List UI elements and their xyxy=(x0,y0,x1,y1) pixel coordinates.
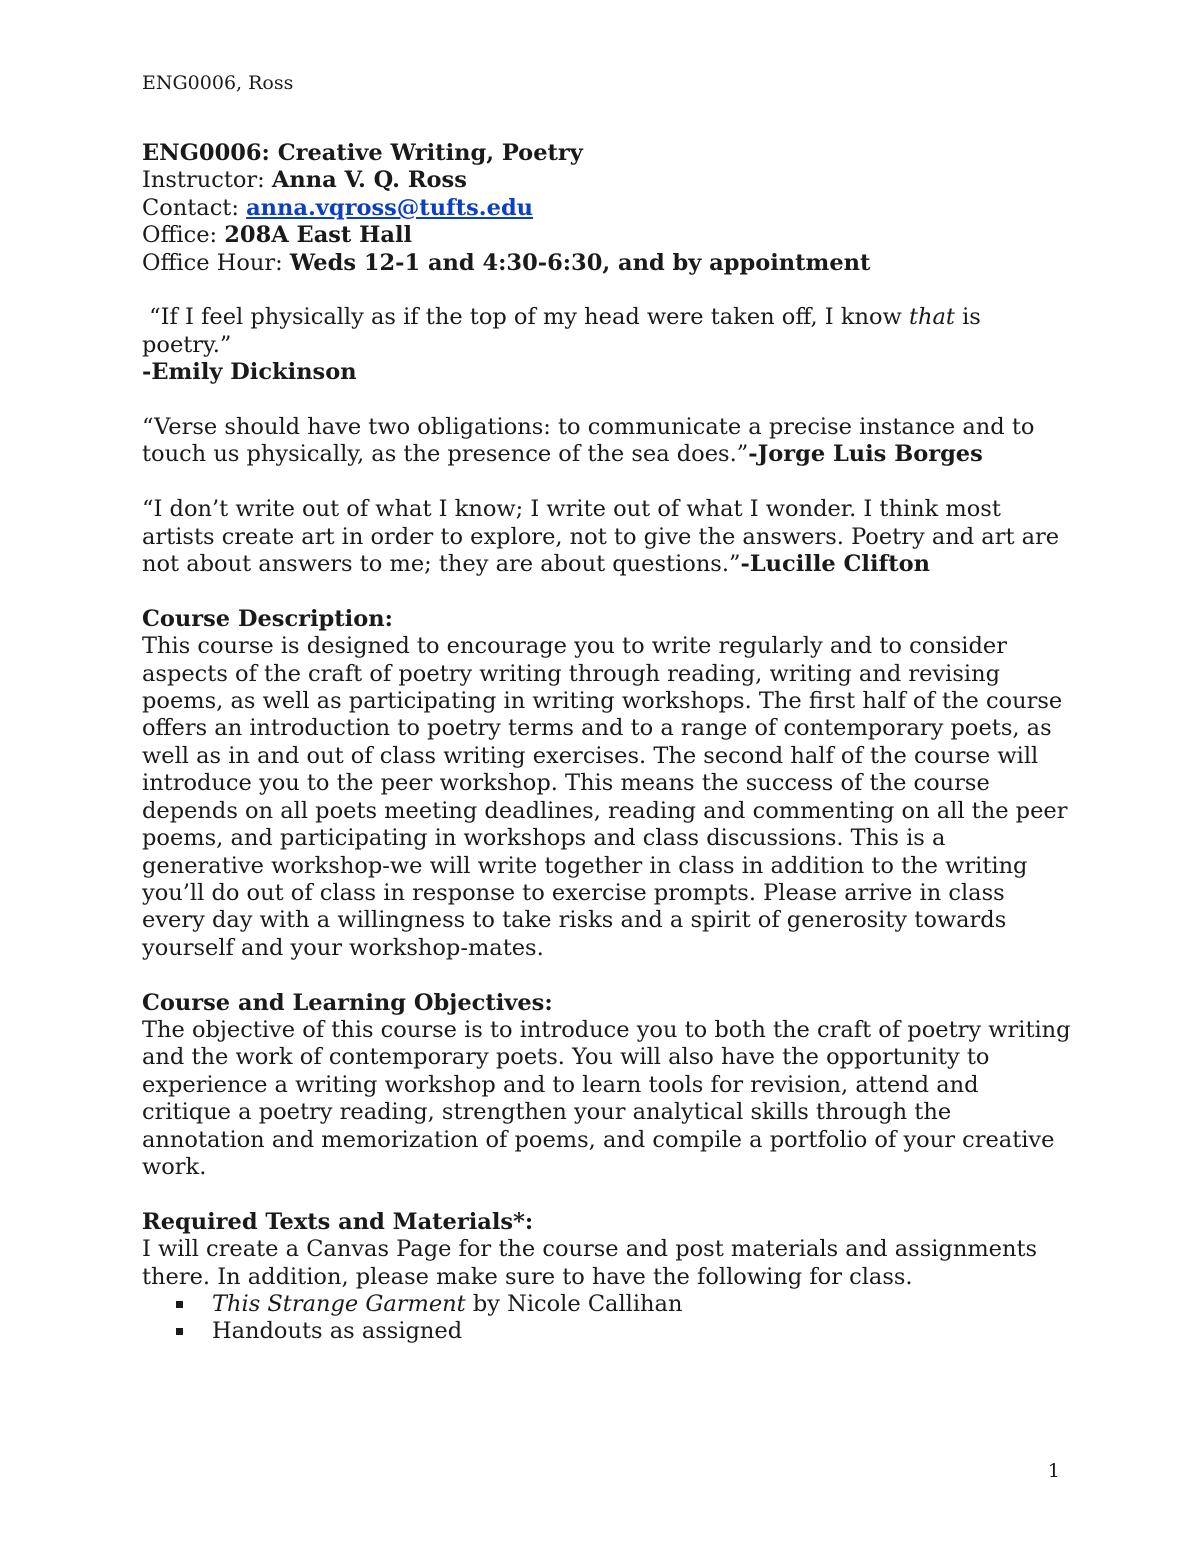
square-bullet-icon xyxy=(176,1301,183,1308)
quote-clifton-author: -Lucille Clifton xyxy=(740,551,930,578)
document-body xyxy=(142,140,1072,1346)
list-item xyxy=(176,1318,1072,1345)
materials-body: I will create a Canvas Page for the course and post materials and assignments there. In addition, please make sure to have the following for class. xyxy=(142,1236,1038,1290)
quote-dickinson-author: -Emily Dickinson xyxy=(142,359,357,386)
objectives-heading: Course and Learning Objectives: xyxy=(142,989,553,1016)
quote-dickinson-text-2: is poetry.” xyxy=(142,304,988,358)
list-item xyxy=(176,1291,1072,1318)
contact-line xyxy=(142,195,1072,222)
course-description-heading: Course Description: xyxy=(142,605,393,632)
quote-clifton-text: “I don’t write out of what I know; I write out of what I wonder. I think most artists create art in order to explore, not to give the answers. Poetry and art are not about answers to me; they are about questions.” xyxy=(142,496,1060,578)
course-title: ENG0006: Creative Writing, Poetry xyxy=(142,140,583,166)
office-label: Office: xyxy=(142,222,225,249)
materials-list xyxy=(142,1291,1072,1346)
quote-clifton xyxy=(142,496,1072,578)
quote-dickinson-text-1: “If I feel physically as if the top of my head were taken off, I know xyxy=(142,304,909,331)
instructor-name: Anna V. Q. Ross xyxy=(271,167,467,194)
office-hour-value: Weds 12-1 and 4:30-6:30, and by appointment xyxy=(289,249,871,276)
running-header: ENG0006, Ross xyxy=(142,72,294,94)
page-number: 1 xyxy=(1047,1460,1060,1482)
quote-dickinson-emphasis: that xyxy=(908,304,955,331)
book-author: by Nicole Callihan xyxy=(465,1290,683,1317)
instructor-line xyxy=(142,167,1072,194)
quote-borges-text: “Verse should have two obligations: to communicate a precise instance and to touch us physically, as the presence of the sea does.” xyxy=(142,414,1035,468)
contact-email-link[interactable]: anna.vqross@tufts.edu xyxy=(246,194,534,221)
office-line xyxy=(142,222,1072,249)
quote-borges xyxy=(142,414,1072,469)
instructor-label: Instructor: xyxy=(142,167,272,194)
office-value: 208A East Hall xyxy=(224,222,413,249)
book-title: This Strange Garment xyxy=(212,1290,466,1317)
quote-dickinson xyxy=(142,304,1072,359)
quote-borges-author: -Jorge Luis Borges xyxy=(748,441,983,468)
office-hour-line xyxy=(142,250,1072,277)
course-description-body: This course is designed to encourage you to write regularly and to consider aspects of the craft of poetry writing through reading, writing and revising poems, as well as participating in writing workshops. The first half of the course offers an introduction to poetry terms and to a range of contemporary poets, as well as in and out of class writing exercises. The second half of the course will introduce you to the peer workshop. This means the success of the course depends on all poets meeting deadlines, reading and commenting on all the peer poems, and participating in workshops and class discussions. This is a generative workshop-we will write together in class in addition to the writing you’ll do out of class in response to exercise prompts. Please arrive in class every day with a willingness to take risks and a spirit of generosity towards yourself and your workshop-mates. xyxy=(142,633,1068,961)
contact-label: Contact: xyxy=(142,194,247,221)
materials-heading: Required Texts and Materials*: xyxy=(142,1208,534,1235)
office-hour-label: Office Hour: xyxy=(142,249,290,276)
objectives-body: The objective of this course is to introduce you to both the craft of poetry writing and the work of contemporary poets. You will also have the opportunity to experience a writing workshop and to learn tools for revision, attend and critique a poetry reading, strengthen your analytical skills through the annotation and memorization of poems, and compile a portfolio of your creative work. xyxy=(142,1016,1071,1180)
square-bullet-icon xyxy=(176,1328,183,1335)
handouts-item: Handouts as assigned xyxy=(212,1318,463,1345)
